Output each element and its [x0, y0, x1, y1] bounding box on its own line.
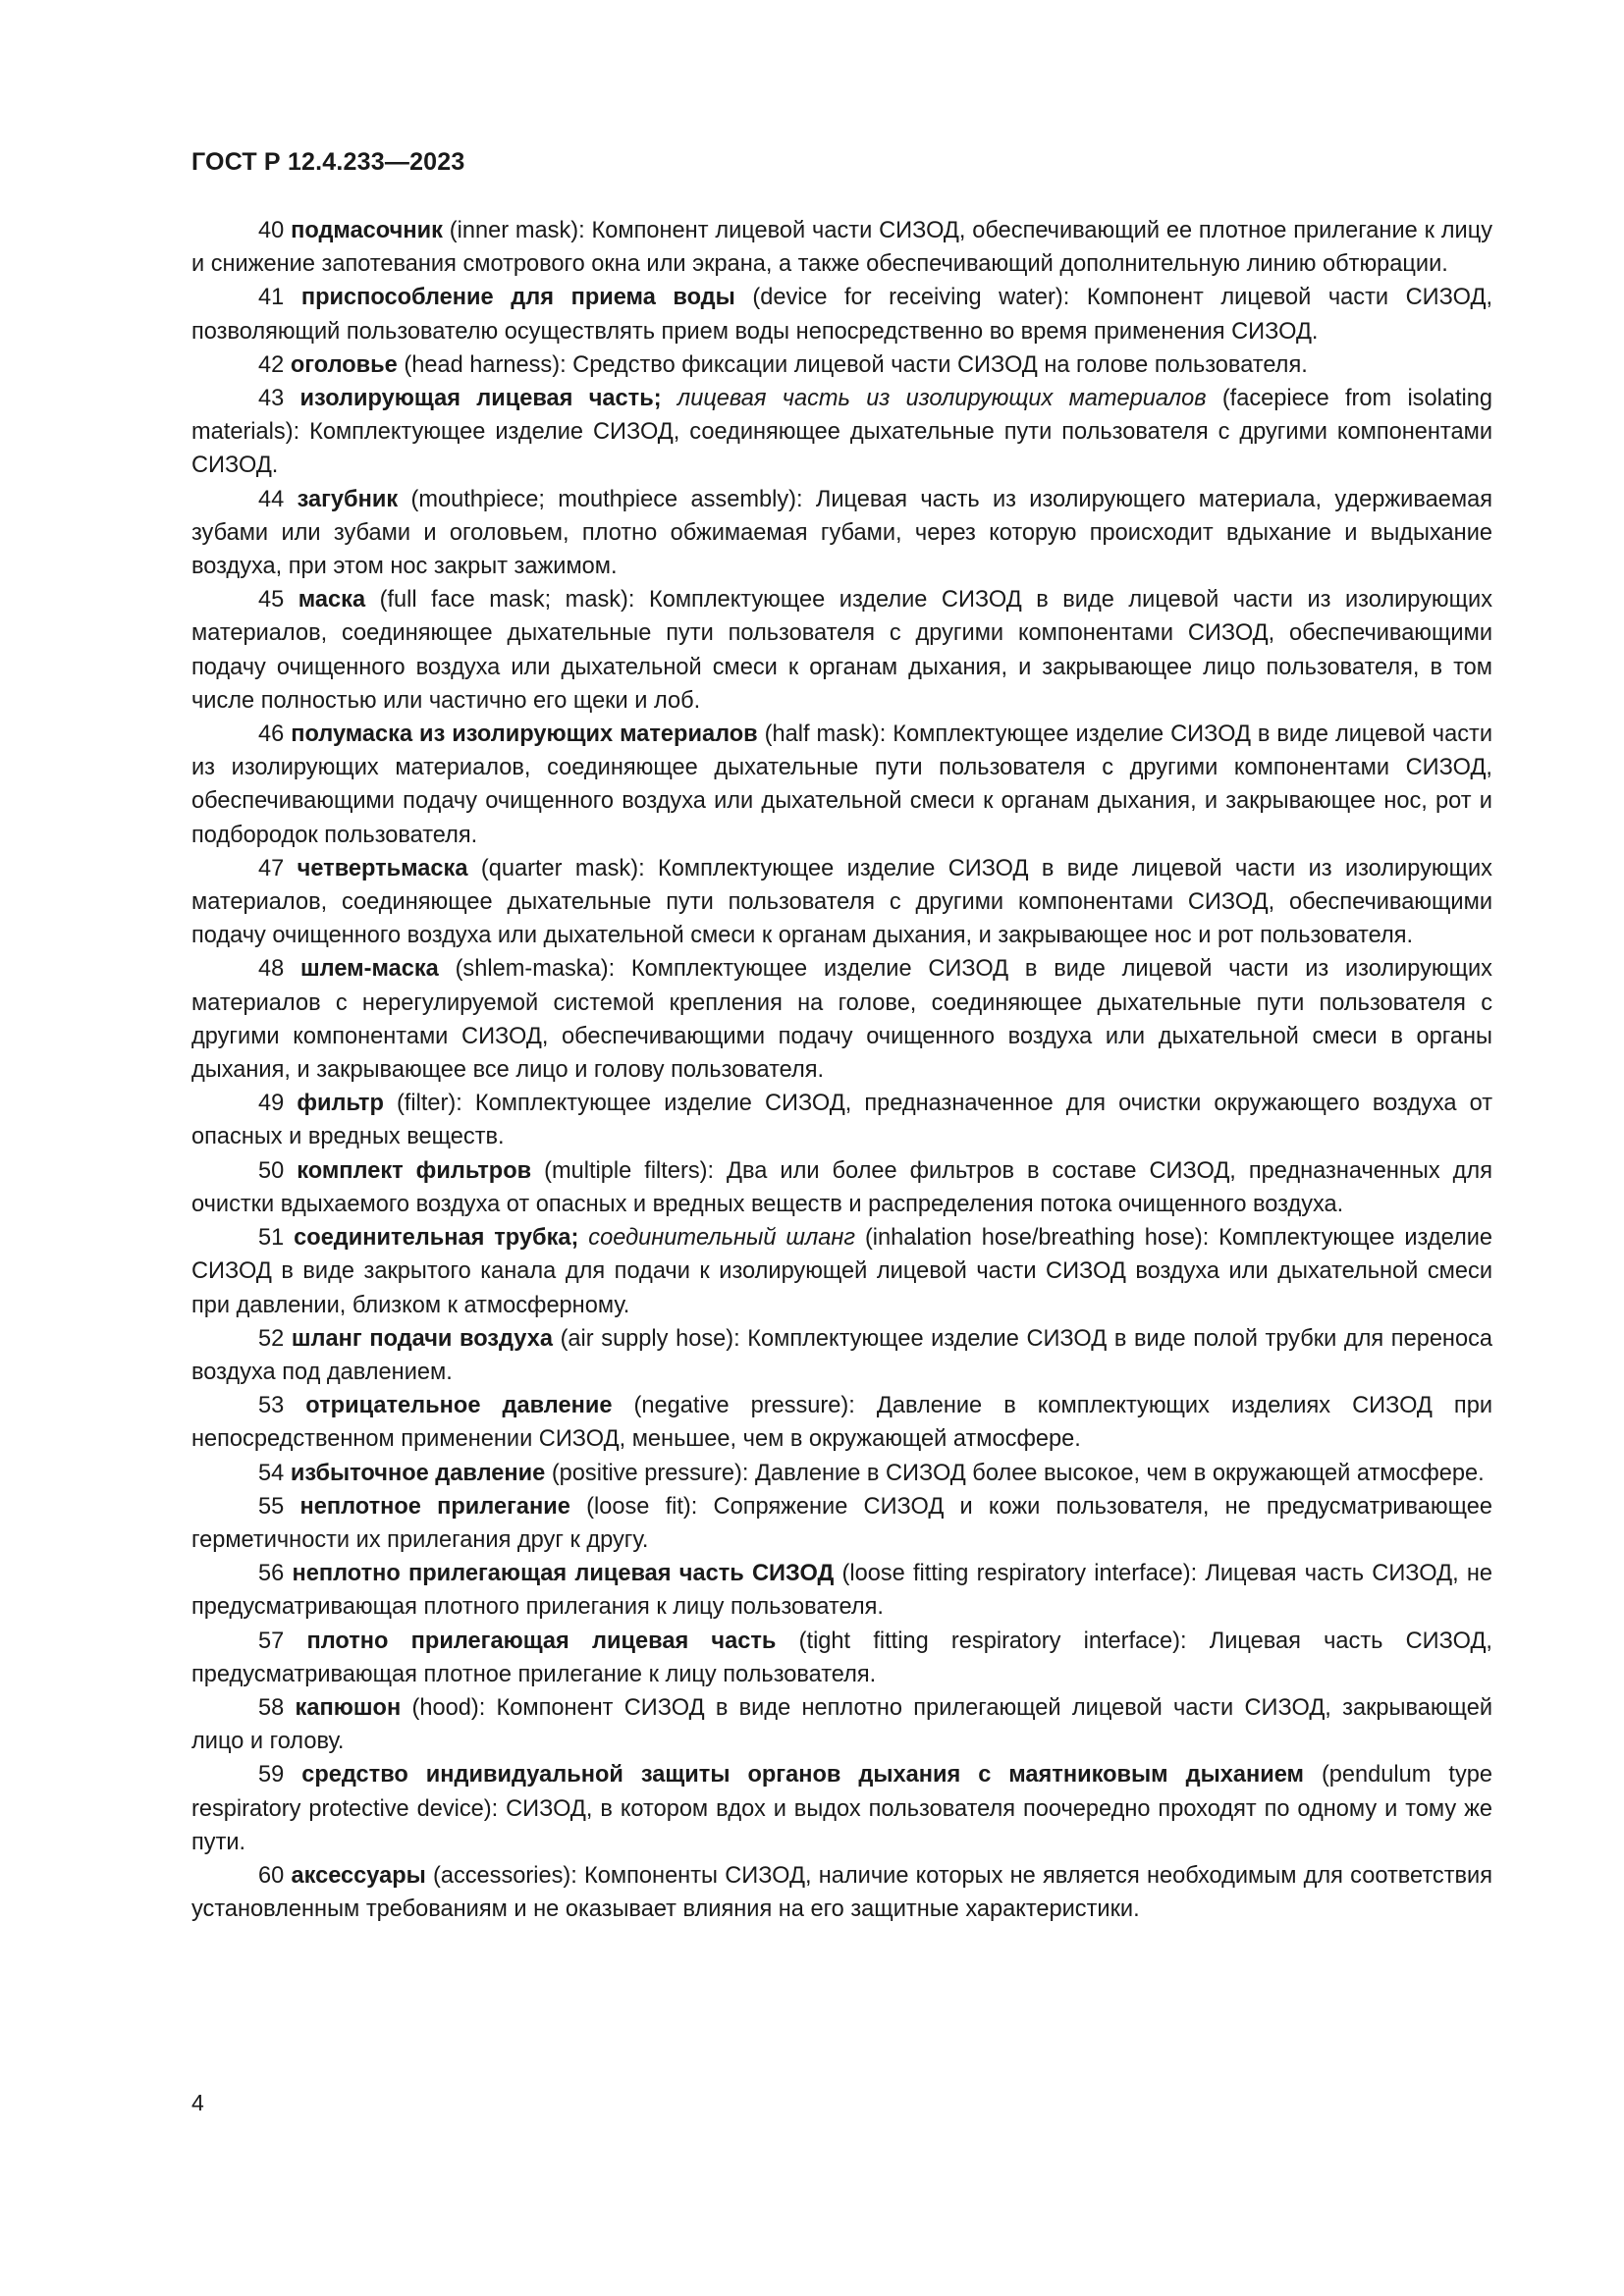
term-english: (tight fitting respiratory interface) — [798, 1628, 1180, 1654]
term-definition: : Комплектующее изделие СИЗОД в виде лицевой части из изолирующих материалов, соединяющее дыхательные пути пользователя с другими компонентами СИЗОД, обеспечивающими подачу очищенного воздуха или дыхательной смеси к органам дыхания, и закрывающее нос, рот и подбородок пользователя. — [191, 721, 1492, 848]
term-entry — [191, 1322, 1492, 1389]
term-entry — [191, 382, 1492, 483]
term-english: (device for receiving water) — [752, 285, 1063, 311]
term-number: 47 — [258, 855, 285, 881]
term-english: (full face mask; mask) — [379, 587, 628, 614]
document-header: ГОСТ Р 12.4.233—2023 — [191, 148, 465, 176]
term-number: 50 — [258, 1157, 285, 1184]
term-definition: : Лицевая часть СИЗОД, предусматривающая плотное прилегание к лицу пользователя. — [191, 1628, 1492, 1687]
term-number: 46 — [258, 721, 285, 748]
term-number: 59 — [258, 1762, 285, 1789]
term-english: (shlem-maska) — [455, 956, 609, 983]
term-definition: : Давление в СИЗОД более высокое, чем в окружающей атмосфере. — [741, 1460, 1485, 1486]
term-entry — [191, 1490, 1492, 1557]
term-number: 48 — [258, 956, 285, 983]
term-entry — [191, 1758, 1492, 1859]
term-name: неплотное прилегание — [299, 1493, 570, 1520]
term-name: шланг подачи воздуха — [291, 1325, 553, 1352]
terms-list — [191, 214, 1492, 1926]
term-definition: : Компонент лицевой части СИЗОД, обеспечивающий ее плотное прилегание к лицу и снижение запотевания смотрового окна или экрана, а также обеспечивающий дополнительную линию обтюрации. — [191, 218, 1492, 278]
term-english: (hood) — [411, 1694, 479, 1721]
term-definition: : Средство фиксации лицевой части СИЗОД на голове пользователя. — [560, 351, 1308, 378]
term-name: полумаска из изолирующих материалов — [291, 721, 758, 748]
term-entry — [191, 281, 1492, 347]
term-number: 45 — [258, 587, 285, 614]
term-definition: : СИЗОД, в котором вдох и выдох пользователя поочередно проходят по одному и тому же пути. — [191, 1795, 1492, 1855]
term-entry — [191, 1625, 1492, 1691]
document-page — [191, 147, 1492, 2209]
term-number: 53 — [258, 1393, 285, 1419]
term-english: (negative pressure) — [633, 1393, 849, 1419]
term-definition: : Комплектующее изделие СИЗОД, предназначенное для очистки окружающего воздуха от опасных и вредных веществ. — [191, 1091, 1492, 1150]
term-entry — [191, 1154, 1492, 1221]
term-number: 54 — [258, 1460, 285, 1486]
term-name: оголовье — [290, 351, 398, 378]
term-definition: : Комплектующее изделие СИЗОД, соединяющее дыхательные пути пользователя с другими компонентами СИЗОД. — [191, 419, 1492, 479]
term-number: 43 — [258, 386, 285, 412]
term-definition: : Давление в комплектующих изделиях СИЗОД при непосредственном применении СИЗОД, меньшее, чем в окружающей атмосфере. — [191, 1393, 1492, 1453]
term-english: (quarter mask) — [480, 855, 639, 881]
term-name: маска — [298, 587, 366, 614]
term-english: (head harness) — [404, 351, 561, 378]
term-entry — [191, 583, 1492, 718]
term-number: 40 — [258, 218, 285, 243]
term-english: (positive pressure) — [551, 1460, 742, 1486]
term-name: подмасочник — [291, 218, 443, 243]
term-number: 57 — [258, 1628, 285, 1654]
term-definition: : Сопряжение СИЗОД и кожи пользователя, не предусматривающее герметичности их прилегания друг к другу. — [191, 1493, 1492, 1553]
term-number: 49 — [258, 1091, 285, 1117]
term-definition: : Комплектующее изделие СИЗОД в виде закрытого канала для подачи к изолирующей лицевой части СИЗОД воздуха или дыхательной смеси при давлении, близком к атмосферному. — [191, 1225, 1493, 1318]
term-entry — [191, 1557, 1492, 1624]
term-name: избыточное давление — [290, 1460, 546, 1486]
term-definition: : Комплектующее изделие СИЗОД в виде лицевой части из изолирующих материалов, соединяющее дыхательные пути пользователя с другими компонентами СИЗОД, обеспечивающими подачу очищенного воздуха или дыхательной смеси к органам дыхания, и закрывающее нос и рот пользователя. — [191, 855, 1492, 949]
term-definition: : Лицевая часть СИЗОД, не предусматривающая плотного прилегания к лицу пользователя. — [191, 1561, 1493, 1621]
term-name: изолирующая лицевая часть; — [299, 386, 662, 412]
term-definition: : Компоненты СИЗОД, наличие которых не является необходимым для соответствия установленным требованиям и не оказывает влияния на его защитные характеристики. — [191, 1862, 1492, 1923]
term-definition: : Комплектующее изделие СИЗОД в виде полой трубки для переноса воздуха под давлением. — [191, 1325, 1493, 1385]
term-entry — [191, 1221, 1492, 1322]
term-entry — [191, 852, 1492, 953]
term-entry — [191, 952, 1492, 1087]
term-english: (inhalation hose/breathing hose) — [864, 1225, 1203, 1252]
term-entry — [191, 1457, 1492, 1490]
term-name: загубник — [297, 486, 399, 512]
term-entry — [191, 483, 1492, 584]
term-english: (accessories) — [432, 1862, 571, 1889]
term-definition: : Два или более фильтров в составе СИЗОД, предназначенных для очистки вдыхаемого воздуха от опасных и вредных веществ и распределения потока очищенного воздуха. — [191, 1157, 1492, 1217]
term-english: (air supply hose) — [560, 1325, 734, 1352]
term-name: неплотно прилегающая лицевая часть СИЗОД — [292, 1561, 835, 1587]
term-english: (mouthpiece; mouthpiece assembly) — [410, 486, 796, 512]
term-entry — [191, 214, 1492, 281]
term-entry — [191, 348, 1492, 382]
term-name: аксессуары — [291, 1862, 426, 1889]
term-english: (filter) — [396, 1091, 457, 1117]
term-english: (inner mask) — [449, 218, 579, 243]
term-entry — [191, 1087, 1492, 1153]
term-number: 58 — [258, 1694, 285, 1721]
term-definition: : Компонент СИЗОД в виде неплотно прилегающей лицевой части СИЗОД, закрывающей лицо и голову. — [191, 1694, 1493, 1755]
term-english: (loose fitting respiratory interface) — [841, 1561, 1191, 1587]
term-number: 56 — [258, 1561, 285, 1587]
term-name: плотно прилегающая лицевая часть — [306, 1628, 777, 1654]
term-definition: : Компонент лицевой части СИЗОД, позволяющий пользователю осуществлять прием воды непосредственно во время применения СИЗОД. — [191, 285, 1492, 345]
term-english: (loose fit) — [586, 1493, 691, 1520]
term-name: приспособление для приема воды — [300, 285, 735, 311]
term-definition: : Лицевая часть из изолирующего материала, удерживаемая зубами или зубами и оголовьем, плотно обжимаемая губами, через которую происходит вдыхание и выдыхание воздуха, при этом нос закрыт зажимом. — [191, 486, 1492, 580]
term-entry — [191, 718, 1492, 852]
term-name: отрицательное давление — [305, 1393, 613, 1419]
term-name: средство индивидуальной защиты органов дыхания с маятниковым дыханием — [301, 1762, 1304, 1789]
term-name: четвертьмаска — [297, 855, 468, 881]
term-english: (pendulum type respiratory protective device) — [191, 1762, 1492, 1822]
term-name: соединительная трубка; — [294, 1225, 579, 1252]
term-name: капюшон — [295, 1694, 402, 1721]
term-name: шлем-маска — [300, 956, 439, 983]
term-entry — [191, 1859, 1492, 1926]
term-number: 51 — [258, 1225, 285, 1252]
page-number: 4 — [191, 2090, 204, 2115]
term-number: 41 — [258, 285, 285, 311]
term-name: комплект фильтров — [297, 1157, 532, 1184]
term-entry — [191, 1389, 1492, 1456]
term-english: (facepiece from isolating materials) — [191, 386, 1493, 446]
term-english: (half mask) — [764, 721, 880, 748]
term-english: (multiple filters) — [544, 1157, 708, 1184]
term-entry — [191, 1691, 1492, 1758]
term-number: 52 — [258, 1325, 285, 1352]
term-number: 55 — [258, 1493, 285, 1520]
term-name: фильтр — [297, 1091, 384, 1117]
term-definition: : Комплектующее изделие СИЗОД в виде лицевой части из изолирующих материалов, соединяющее дыхательные пути пользователя с другими компонентами СИЗОД, обеспечивающими подачу очищенного воздуха или дыхательной смеси к органам дыхания, и закрывающее лицо пользователя, в том числе полностью или частично его щеки и лоб. — [191, 587, 1492, 714]
term-synonym: соединительный шланг — [588, 1225, 856, 1252]
term-number: 44 — [258, 486, 285, 512]
term-synonym: лицевая часть из изолирующих материалов — [677, 386, 1207, 412]
term-number: 42 — [258, 351, 285, 378]
term-number: 60 — [258, 1862, 285, 1889]
term-definition: : Комплектующее изделие СИЗОД в виде лицевой части из изолирующих материалов с нерегулируемой системой крепления на голове, соединяющее дыхательные пути пользователя с другими компонентами СИЗОД, обеспечивающими подачу очищенного воздуха или дыхательной смеси в органы дыхания, и закрывающее все лицо и голову пользователя. — [191, 956, 1492, 1084]
